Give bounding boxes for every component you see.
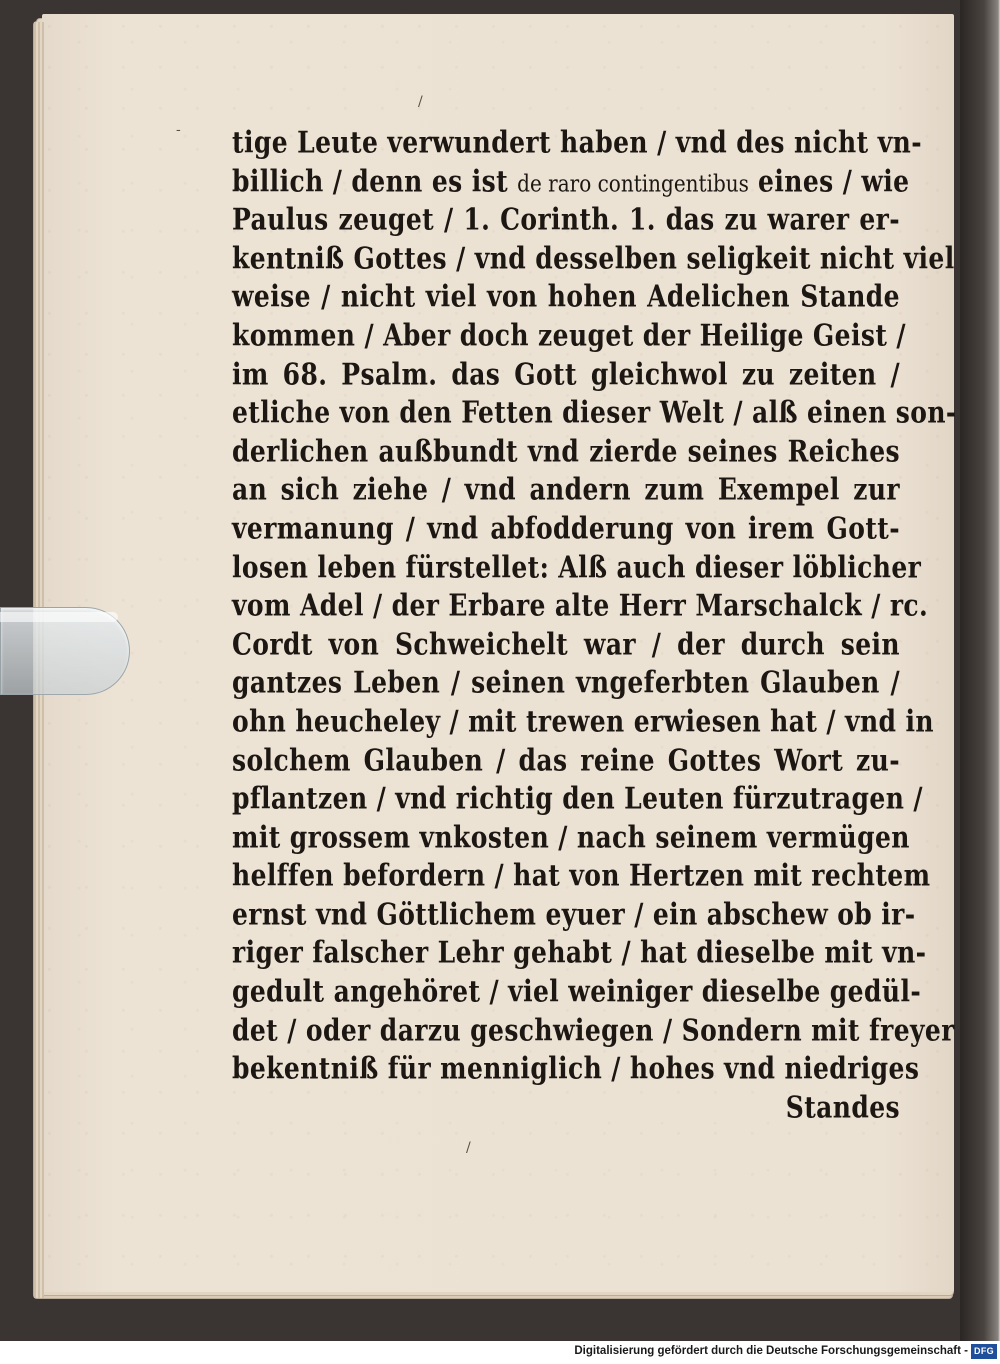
text-segment: kentniß Gottes / vnd desselben seligkeit nicht viel <box>232 241 955 276</box>
text-segment: helffen befordern / hat von Hertzen mit rechtem <box>232 858 931 893</box>
text-segment: gedult angehöret / viel weiniger dieselbe gedül- <box>232 974 922 1009</box>
text-segment: an sich ziehe / vnd andern zum Exempel zur <box>232 472 900 507</box>
text-segment: pflantzen / vnd richtig den Leuten fürzutragen / <box>232 781 923 816</box>
dfg-logo: DFG <box>971 1344 997 1359</box>
text-segment: losen leben fürstellet: Alß auch dieser löblicher <box>232 549 922 584</box>
text-segment: vom Adel / der Erbare alte Herr Marschalck / rc. <box>232 588 929 623</box>
catchword: Standes <box>785 1090 900 1125</box>
text-segment: solchem Glauben / das reine Gottes Wort zu- <box>232 742 900 777</box>
page-clip-highlight <box>0 612 118 622</box>
text-segment: gantzes Leben / seinen vngeferbten Glauben / <box>232 665 900 700</box>
page-text <box>232 124 957 1127</box>
text-segment: Paulus zeuget / 1. Corinth. 1. das zu warer er- <box>232 202 900 237</box>
footer-credit: Digitalisierung gefördert durch die Deutsche Forschungsgemeinschaft - <box>574 1345 968 1357</box>
text-segment: im 68. Psalm. das Gott gleichwol zu zeiten / <box>232 356 900 392</box>
ink-speck: / <box>418 94 423 110</box>
text-segment: Cordt von Schweichelt war / der durch sein <box>232 626 900 662</box>
text-segment: kommen / Aber doch zeuget der Heilige Geist / <box>232 318 906 353</box>
book-edge <box>960 0 1000 1341</box>
latin-phrase: de raro contingentibus <box>517 168 749 197</box>
text-segment: eines / wie <box>748 163 910 199</box>
ink-speck: - <box>176 122 181 138</box>
text-segment: det / oder darzu geschwiegen / Sondern mit freyer <box>232 1012 955 1048</box>
text-segment: etliche von den Fetten dieser Welt / alß einen son- <box>232 395 957 430</box>
text-segment: ohn heucheley / mit trewen erwiesen hat / vnd in <box>232 704 934 739</box>
text-segment: ernst vnd Göttlichem eyuer / ein abschew ob ir- <box>232 897 916 932</box>
text-segment: mit grossem vnkosten / nach seinem vermügen <box>232 819 910 855</box>
text-segment: billich / denn es ist <box>232 163 518 199</box>
footer-bar <box>0 1341 1000 1364</box>
text-segment: vermanung / vnd abfodderung von irem Gott- <box>232 511 900 546</box>
text-segment: weise / nicht viel von hohen Adelichen Stande <box>232 279 900 314</box>
ink-speck: / <box>466 1140 471 1156</box>
text-segment: derlichen außbundt vnd zierde seines Reiches <box>232 433 900 469</box>
text-segment: riger falscher Lehr gehabt / hat dieselbe mit vn- <box>232 935 927 970</box>
text-segment: tige Leute verwundert haben / vnd des nicht vn- <box>232 125 922 160</box>
text-segment: bekentniß für menniglich / hohes vnd niedriges <box>232 1051 920 1086</box>
